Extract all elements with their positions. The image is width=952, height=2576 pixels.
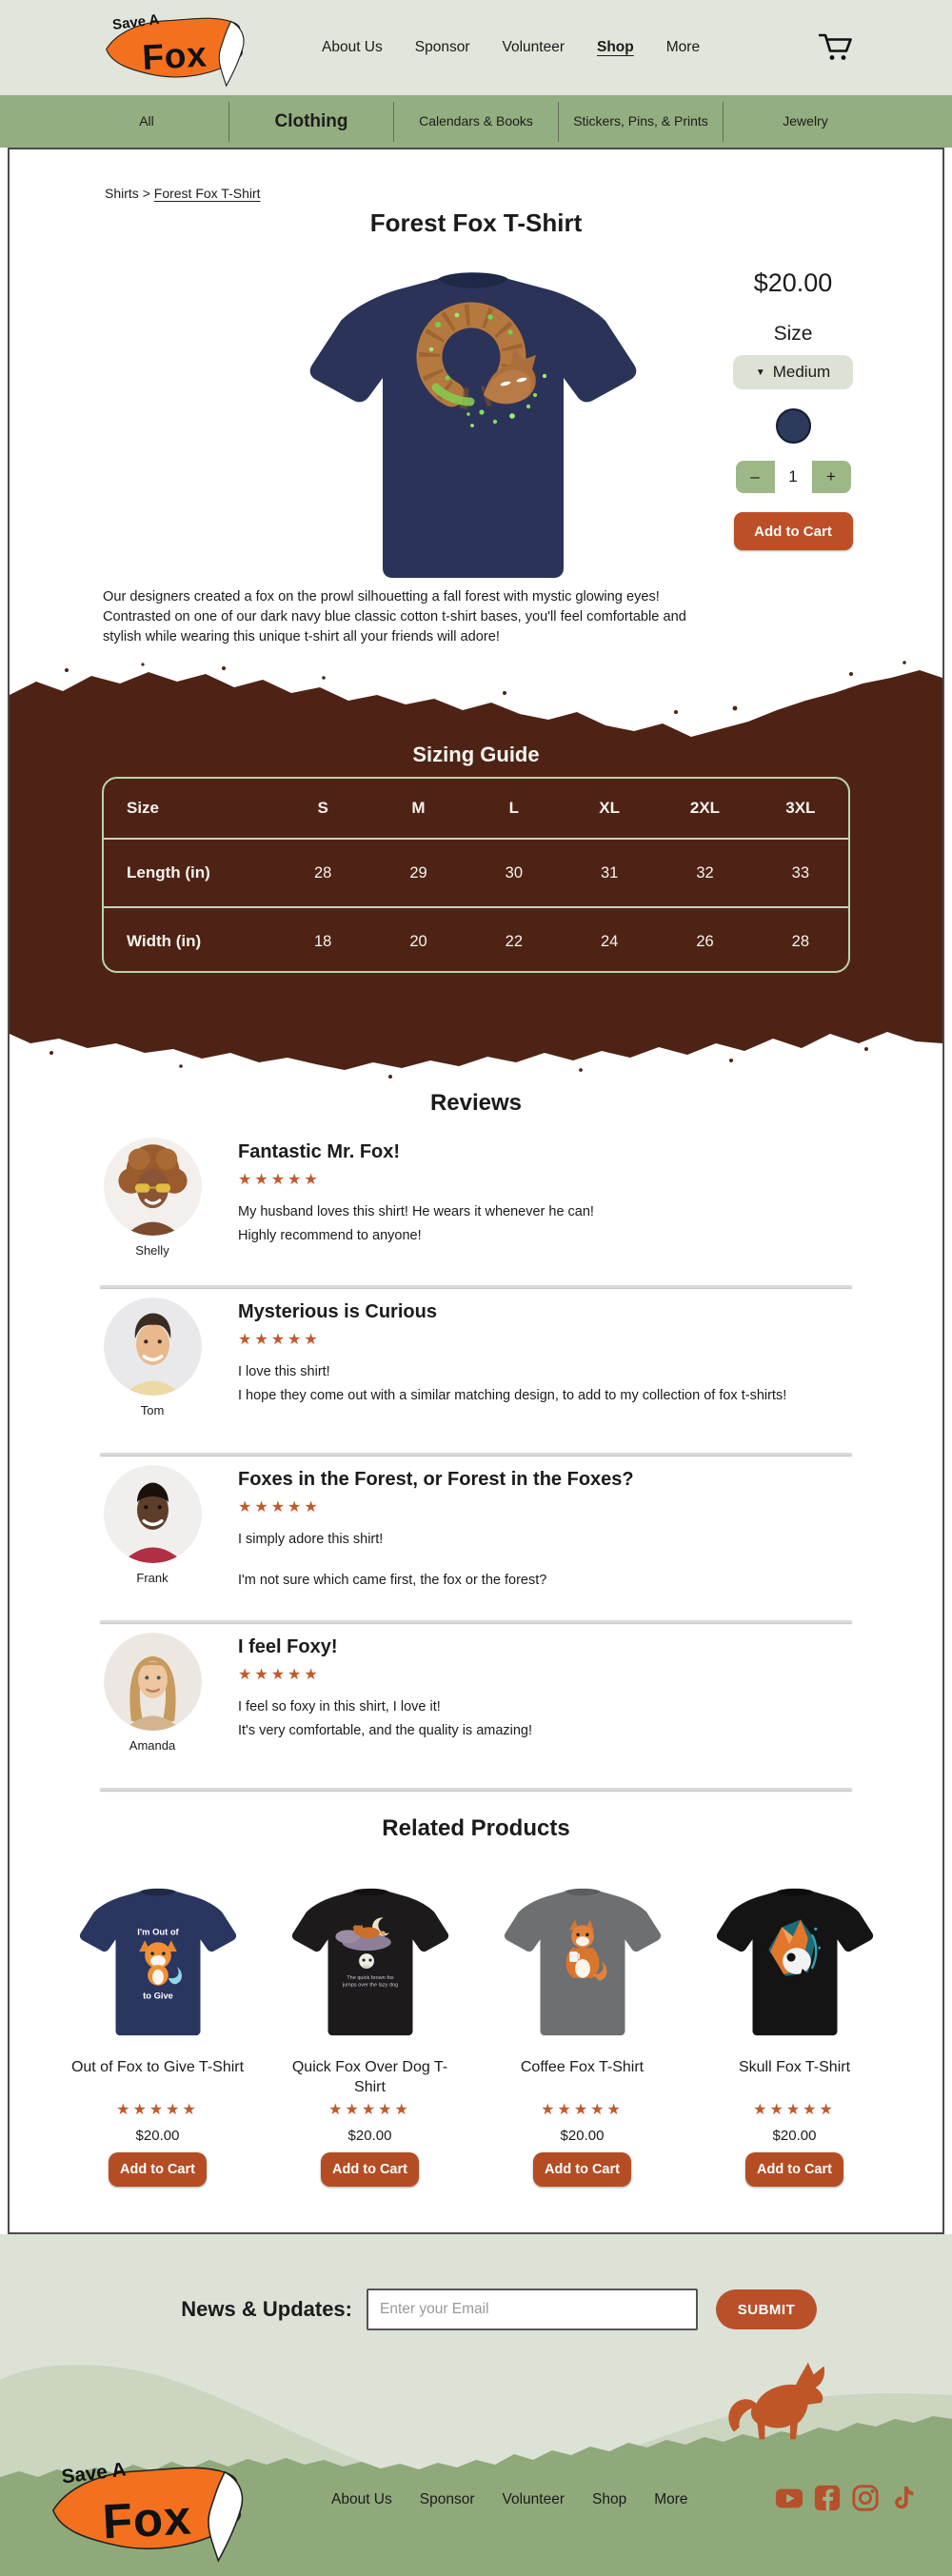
related-star-rating: ★★★★★ xyxy=(753,2102,836,2118)
youtube-icon[interactable] xyxy=(775,2484,803,2512)
sizing-header-cell: Size xyxy=(127,799,160,817)
shirt-text: I'm Out of xyxy=(136,1926,179,1937)
sizing-cell: 28 xyxy=(791,932,809,950)
add-to-cart-button[interactable]: Add to Cart xyxy=(734,512,853,550)
reviewer-name: Amanda xyxy=(129,1738,176,1753)
avatar-shelly xyxy=(104,1138,202,1236)
reviewer-block xyxy=(100,1465,205,1585)
related-star-rating: ★★★★★ xyxy=(116,2102,199,2118)
size-dropdown[interactable] xyxy=(733,355,853,389)
avatar-tom xyxy=(104,1298,202,1396)
sizing-header-cell: 2XL xyxy=(689,799,721,817)
social-links xyxy=(775,2484,918,2512)
review-text: I love this shirt! xyxy=(238,1364,330,1379)
related-product-image[interactable] xyxy=(286,1880,455,2044)
review-text: It's very comfortable, and the quality is amazing! xyxy=(238,1723,533,1739)
review-title: Fantastic Mr. Fox! xyxy=(238,1141,401,1162)
product-description xyxy=(103,587,864,647)
breadcrumb-current[interactable]: Forest Fox T-Shirt xyxy=(153,186,261,201)
review-text: I simply adore this shirt! xyxy=(238,1532,384,1547)
related-products-row xyxy=(10,1880,942,2187)
review-star-rating: ★★★★★ xyxy=(238,1332,321,1348)
sizing-width-row xyxy=(104,906,848,975)
reviews-title: Reviews xyxy=(429,1090,523,1116)
related-product-skull-fox xyxy=(694,1880,896,2187)
sizing-cell: 29 xyxy=(409,863,427,882)
nav-about-us[interactable]: About Us xyxy=(322,39,383,55)
color-swatch-navy[interactable] xyxy=(776,408,811,444)
related-price: $20.00 xyxy=(560,2128,605,2144)
related-product-image[interactable] xyxy=(710,1880,880,2044)
related-product-name[interactable]: Skull Fox T-Shirt xyxy=(738,2059,851,2075)
shirt-caption: The quick brown fox xyxy=(346,1974,394,1981)
review-title: I feel Foxy! xyxy=(238,1636,338,1657)
tiktok-icon[interactable] xyxy=(889,2484,918,2512)
related-product-out-of-fox-to-give xyxy=(57,1880,259,2187)
sizing-cell: 26 xyxy=(696,932,714,950)
sizing-cell: 24 xyxy=(600,932,619,950)
footer-section xyxy=(0,2234,952,2576)
fox-silhouette xyxy=(726,2356,858,2444)
footer-nav xyxy=(331,2491,688,2508)
logo-text-save-a: Save A xyxy=(60,2458,128,2488)
product-image-forest-fox-tshirt xyxy=(295,262,647,583)
review-title: Mysterious is Curious xyxy=(238,1301,437,1322)
related-product-name[interactable]: Out of Fox to Give T-Shirt xyxy=(70,2059,245,2075)
related-add-to-cart-button[interactable]: Add to Cart xyxy=(321,2152,419,2187)
related-product-quick-fox-over-dog xyxy=(269,1880,471,2187)
review-title: Foxes in the Forest, or Forest in the Foxes? xyxy=(238,1469,634,1490)
related-product-image[interactable] xyxy=(73,1880,243,2044)
reviews-list xyxy=(100,1128,852,1791)
sizing-header-cell: 3XL xyxy=(785,799,816,817)
buy-box xyxy=(733,268,853,550)
sizing-cell: 33 xyxy=(791,863,809,882)
sizing-length-row xyxy=(104,838,848,906)
reviewer-block xyxy=(100,1633,205,1753)
description-line: stylish while wearing this unique t-shirt all your friends will adore! xyxy=(103,629,500,645)
site-header xyxy=(0,0,952,95)
reviewer-name: Tom xyxy=(140,1403,165,1417)
dropdown-arrow-icon: ▼ xyxy=(755,367,765,378)
sizing-header-cell: L xyxy=(508,799,520,817)
footer-nav-about-us[interactable]: About Us xyxy=(331,2491,392,2507)
sizing-header-cell: S xyxy=(317,799,328,817)
related-add-to-cart-button[interactable]: Add to Cart xyxy=(109,2152,207,2187)
footer-nav-sponsor[interactable]: Sponsor xyxy=(419,2491,475,2507)
size-label: Size xyxy=(773,323,813,345)
review-text: My husband loves this shirt! He wears it whenever he can! xyxy=(238,1204,594,1219)
description-line: Contrasted on one of our dark navy blue classic cotton t-shirt bases, you'll feel comfortable and xyxy=(103,609,686,625)
saveafox-logo[interactable] xyxy=(101,6,270,93)
review-star-rating: ★★★★★ xyxy=(238,1499,321,1516)
newsletter-label: News & Updates: xyxy=(181,2297,352,2321)
sizing-cell: 22 xyxy=(505,932,523,950)
related-product-name[interactable]: Quick Fox Over Dog T-Shirt xyxy=(291,2059,448,2095)
related-add-to-cart-button[interactable]: Add to Cart xyxy=(533,2152,631,2187)
review-frank xyxy=(100,1456,852,1623)
category-stickers-pins-prints[interactable]: Stickers, Pins, & Prints xyxy=(573,112,708,129)
sizing-cell: 20 xyxy=(409,932,427,950)
related-add-to-cart-button[interactable]: Add to Cart xyxy=(745,2152,843,2187)
quantity-value[interactable]: 1 xyxy=(775,461,812,493)
category-jewelry[interactable]: Jewelry xyxy=(783,112,828,129)
sizing-cell: 32 xyxy=(696,863,714,882)
reviewer-name: Frank xyxy=(136,1571,169,1585)
logo-text-save-a: Save A xyxy=(111,11,161,33)
nav-sponsor[interactable]: Sponsor xyxy=(414,39,470,55)
description-line: Our designers created a fox on the prowl silhouetting a fall forest with mystic glowing eyes! xyxy=(103,589,660,604)
nav-volunteer[interactable]: Volunteer xyxy=(502,39,565,55)
sizing-header-row xyxy=(104,779,848,838)
sizing-cell: Length (in) xyxy=(127,863,210,882)
cart-icon[interactable] xyxy=(815,30,853,63)
review-content xyxy=(238,1633,852,1741)
review-content xyxy=(238,1298,852,1406)
sizing-cell: 31 xyxy=(600,863,619,882)
related-products-title: Related Products xyxy=(382,1815,570,1841)
sizing-header-cell: XL xyxy=(599,799,621,817)
main-nav xyxy=(322,0,700,95)
newsletter-submit-button[interactable]: SUBMIT xyxy=(716,2289,817,2329)
breadcrumb-parent[interactable]: Shirts xyxy=(105,186,139,201)
review-star-rating: ★★★★★ xyxy=(238,1172,321,1188)
instagram-icon[interactable] xyxy=(851,2484,880,2512)
sizing-header-cell: M xyxy=(411,799,426,817)
product-title: Forest Fox T-Shirt xyxy=(369,208,583,237)
product-price: $20.00 xyxy=(753,268,833,297)
review-amanda xyxy=(100,1623,852,1791)
category-calendars-books[interactable]: Calendars & Books xyxy=(419,112,533,129)
avatar-frank xyxy=(104,1465,202,1563)
related-price: $20.00 xyxy=(135,2128,180,2144)
related-product-name[interactable]: Coffee Fox T-Shirt xyxy=(520,2059,645,2075)
review-shelly xyxy=(100,1128,852,1288)
footer-nav-shop[interactable]: Shop xyxy=(592,2491,627,2507)
review-divider xyxy=(100,1788,852,1791)
review-text: I'm not sure which came first, the fox or the forest? xyxy=(238,1573,547,1589)
review-text: I feel so foxy in this shirt, I love it! xyxy=(238,1699,441,1714)
category-clothing[interactable]: Clothing xyxy=(274,110,348,131)
review-tom xyxy=(100,1288,852,1456)
shirt-caption: jumps over the lazy dog xyxy=(342,1982,398,1989)
main-content-panel xyxy=(8,148,944,2234)
related-price: $20.00 xyxy=(772,2128,817,2144)
saveafox-logo-footer[interactable] xyxy=(46,2451,279,2570)
related-product-coffee-fox xyxy=(482,1880,684,2187)
sizing-cell: 30 xyxy=(505,863,523,882)
logo-text-fox: Fox xyxy=(141,33,208,77)
sizing-guide-table xyxy=(102,777,850,973)
related-product-image[interactable] xyxy=(498,1880,667,2044)
avatar-amanda xyxy=(104,1633,202,1731)
related-price: $20.00 xyxy=(347,2128,392,2144)
sizing-cell: Width (in) xyxy=(127,932,202,950)
breadcrumb-separator: > xyxy=(142,186,150,201)
related-star-rating: ★★★★★ xyxy=(541,2102,624,2118)
size-selected-value: Medium xyxy=(772,363,831,381)
review-text: Highly recommend to anyone! xyxy=(238,1228,422,1244)
quantity-increase-button[interactable]: + xyxy=(812,461,851,493)
logo-text-fox: Fox xyxy=(101,2489,193,2549)
category-nav xyxy=(0,95,952,148)
nav-more[interactable]: More xyxy=(665,39,701,55)
sizing-cell: 18 xyxy=(313,932,332,950)
review-text: I hope they come out with a similar matching design, to add to my collection of fox t-shirts! xyxy=(238,1388,787,1404)
footer-nav-more[interactable]: More xyxy=(654,2491,688,2507)
reviewer-block xyxy=(100,1138,205,1258)
footer-nav-volunteer[interactable]: Volunteer xyxy=(502,2491,565,2507)
breadcrumb xyxy=(105,186,261,201)
reviewer-name: Shelly xyxy=(135,1243,169,1258)
reviewer-block xyxy=(100,1298,205,1417)
newsletter-email-input[interactable] xyxy=(367,2289,698,2330)
related-star-rating: ★★★★★ xyxy=(328,2102,411,2118)
sizing-cell: 28 xyxy=(313,863,332,882)
quantity-stepper xyxy=(736,461,851,493)
review-content xyxy=(238,1465,852,1591)
sizing-guide-title: Sizing Guide xyxy=(412,743,540,766)
review-star-rating: ★★★★★ xyxy=(238,1667,321,1683)
shirt-text: to Give xyxy=(142,1990,173,2001)
category-all[interactable]: All xyxy=(139,112,154,129)
quantity-decrease-button[interactable]: – xyxy=(736,461,775,493)
sizing-guide-section xyxy=(10,655,942,1085)
review-content xyxy=(238,1138,852,1246)
nav-shop[interactable]: Shop xyxy=(597,39,634,55)
facebook-icon[interactable] xyxy=(813,2484,842,2512)
